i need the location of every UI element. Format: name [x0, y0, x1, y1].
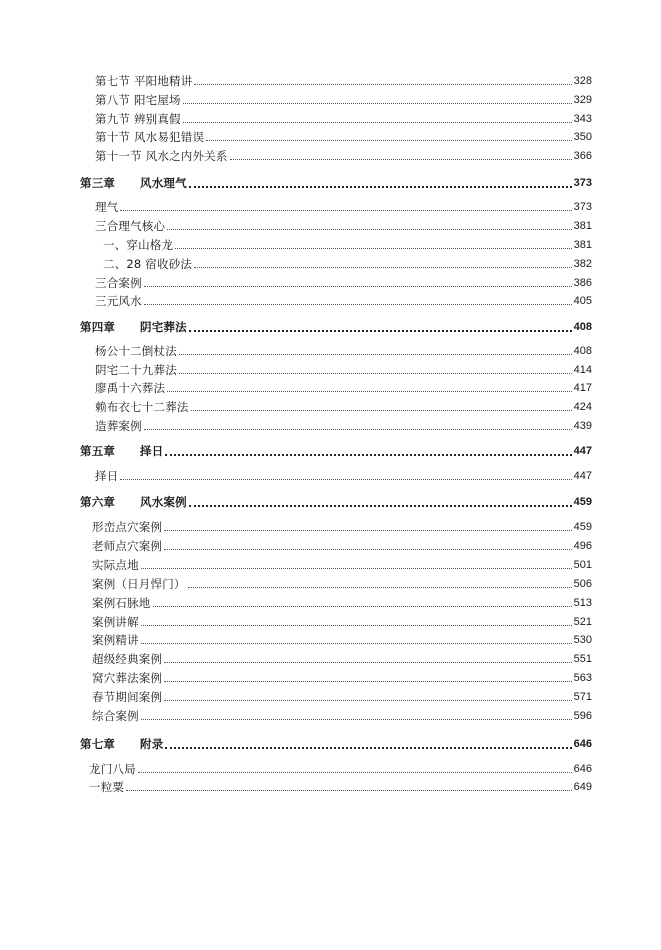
toc-entry[interactable] — [95, 218, 592, 234]
chapter-label — [80, 443, 163, 459]
toc-page-number: 501 — [573, 559, 592, 571]
toc-entry[interactable] — [95, 129, 592, 145]
toc-entry[interactable] — [95, 199, 592, 215]
toc-entry[interactable] — [95, 111, 592, 127]
chapter-label — [80, 494, 187, 510]
toc-page-number: 439 — [573, 420, 592, 432]
toc-entry-label: 第十节 风水易犯错误 — [95, 130, 205, 144]
toc-page-number: 496 — [573, 540, 592, 552]
toc-entry-label: 综合案例 — [92, 709, 139, 723]
toc-entry-label: 一粒粟 — [89, 780, 125, 794]
toc-entry[interactable] — [95, 362, 592, 378]
chapter-number: 第四章 — [80, 320, 116, 334]
toc-entry-label: 春节期间案例 — [92, 690, 163, 704]
dot-leader — [164, 549, 571, 550]
chapter-number: 第三章 — [80, 176, 116, 190]
toc-entry[interactable] — [95, 418, 592, 434]
dot-leader — [189, 505, 572, 507]
dot-leader — [189, 330, 572, 332]
toc-page-number: 551 — [573, 653, 592, 665]
toc-entry-label: 龙门八局 — [89, 762, 136, 776]
toc-page-number: 530 — [573, 634, 592, 646]
toc-entry-label: 第十一节 风水之内外关系 — [95, 149, 228, 163]
toc-entry[interactable] — [92, 595, 592, 611]
chapter-label — [80, 319, 187, 335]
dot-leader — [167, 391, 571, 392]
chapter-page-number: 447 — [573, 445, 592, 457]
dot-leader — [141, 625, 572, 626]
dot-leader — [206, 140, 571, 141]
toc-entry[interactable] — [92, 708, 592, 724]
dot-leader — [153, 606, 572, 607]
toc-entry[interactable] — [92, 632, 592, 648]
dot-leader — [230, 159, 572, 160]
dot-leader — [164, 662, 571, 663]
dot-leader — [164, 700, 571, 701]
dot-leader — [164, 681, 571, 682]
toc-entry-label: 实际点地 — [92, 558, 139, 572]
dot-leader — [191, 410, 572, 411]
toc-entry-label: 形峦点穴案例 — [92, 520, 163, 534]
toc-entry[interactable] — [95, 343, 592, 359]
dot-leader — [141, 643, 572, 644]
dot-leader — [144, 429, 572, 430]
chapter-number: 第六章 — [80, 495, 116, 509]
toc-entry[interactable] — [89, 761, 592, 777]
toc-entry[interactable] — [92, 538, 592, 554]
toc-entry[interactable] — [103, 237, 592, 253]
toc-page-number: 417 — [573, 382, 592, 394]
dot-leader — [194, 267, 572, 268]
dot-leader — [120, 210, 571, 211]
toc-entry-label: 三合理气核心 — [95, 219, 166, 233]
dot-leader — [183, 122, 572, 123]
chapter-label — [80, 736, 163, 752]
chapter-heading[interactable] — [80, 494, 592, 510]
dot-leader — [165, 747, 571, 749]
toc-entry[interactable] — [92, 670, 592, 686]
toc-entry[interactable] — [92, 557, 592, 573]
chapter-page-number: 373 — [573, 177, 592, 189]
toc-page-number: 343 — [573, 113, 592, 125]
chapter-label — [80, 175, 187, 191]
toc-entry[interactable] — [103, 256, 592, 272]
toc-entry-label: 廖禹十六葬法 — [95, 381, 166, 395]
toc-entry-label: 二、28 宿收砂法 — [103, 257, 193, 271]
chapter-title: 风水案例 — [140, 495, 187, 509]
toc-entry[interactable] — [95, 275, 592, 291]
toc-page-number: 373 — [573, 201, 592, 213]
toc-entry[interactable] — [92, 519, 592, 535]
dot-leader — [126, 790, 572, 791]
chapter-heading[interactable] — [80, 175, 592, 191]
toc-page-number: 571 — [573, 691, 592, 703]
toc-page-number: 563 — [573, 672, 592, 684]
toc-entry-label: 理气 — [95, 200, 119, 214]
toc-page-number: 381 — [573, 239, 592, 251]
toc-entry[interactable] — [92, 576, 592, 592]
toc-entry-label: 案例精讲 — [92, 633, 139, 647]
toc-page-number: 506 — [573, 578, 592, 590]
dot-leader — [165, 454, 571, 456]
toc-entry[interactable] — [89, 779, 592, 795]
toc-page-number: 414 — [573, 364, 592, 376]
toc-page-number: 405 — [573, 295, 592, 307]
toc-entry[interactable] — [92, 689, 592, 705]
chapter-number: 第五章 — [80, 444, 116, 458]
dot-leader — [179, 373, 572, 374]
dot-leader — [141, 568, 572, 569]
dot-leader — [164, 530, 571, 531]
toc-entry-label: 案例讲解 — [92, 615, 139, 629]
toc-entry-label: 第八节 阳宅屋场 — [95, 93, 181, 107]
toc-page-number: 521 — [573, 616, 592, 628]
toc-entry[interactable] — [95, 293, 592, 309]
toc-page-number: 381 — [573, 220, 592, 232]
toc-page-number: 447 — [573, 470, 592, 482]
toc-page-number: 408 — [573, 345, 592, 357]
toc-entry-label: 赖布衣七十二葬法 — [95, 400, 189, 414]
toc-page-number: 386 — [573, 277, 592, 289]
toc-page-number: 596 — [573, 710, 592, 722]
dot-leader — [183, 103, 572, 104]
toc-entry-label: 杨公十二倒杖法 — [95, 344, 177, 358]
toc-entry-label: 窝穴葬法案例 — [92, 671, 163, 685]
chapter-heading[interactable] — [80, 736, 592, 752]
toc-entry-label: 造葬案例 — [95, 419, 142, 433]
toc-page-number: 424 — [573, 401, 592, 413]
dot-leader — [141, 719, 572, 720]
chapter-page-number: 459 — [573, 496, 592, 508]
toc-entry[interactable] — [95, 399, 592, 415]
toc-entry-label: 三合案例 — [95, 276, 142, 290]
toc-entry[interactable] — [92, 614, 592, 630]
toc-entry-label: 第九节 辨别真假 — [95, 112, 181, 126]
dot-leader — [194, 84, 571, 85]
chapter-heading[interactable] — [80, 443, 592, 459]
toc-entry-label: 择日 — [95, 469, 119, 483]
toc-entry-label: 超级经典案例 — [92, 652, 163, 666]
dot-leader — [189, 186, 572, 188]
toc-entry-label: 三元风水 — [95, 294, 142, 308]
chapter-title: 风水理气 — [140, 176, 187, 190]
chapter-title: 阴宅葬法 — [140, 320, 187, 334]
dot-leader — [167, 229, 571, 230]
toc-page-number: 328 — [573, 75, 592, 87]
chapter-title: 附录 — [140, 737, 164, 751]
dot-leader — [144, 304, 572, 305]
toc-page-number: 366 — [573, 150, 592, 162]
toc-entry[interactable] — [95, 380, 592, 396]
toc-entry-label: 阴宅二十九葬法 — [95, 363, 177, 377]
dot-leader — [144, 286, 572, 287]
toc-entry[interactable] — [92, 651, 592, 667]
toc-entry-label: 案例（日月悍门） — [92, 577, 186, 591]
toc-page-number: 329 — [573, 94, 592, 106]
chapter-page-number: 646 — [573, 738, 592, 750]
chapter-heading[interactable] — [80, 319, 592, 335]
chapter-page-number: 408 — [573, 321, 592, 333]
dot-leader — [188, 587, 572, 588]
toc-entry-label: 案例石脉地 — [92, 596, 151, 610]
toc-entry[interactable] — [95, 468, 592, 484]
toc-entry[interactable] — [95, 73, 592, 89]
toc-entry-label: 一、穿山格龙 — [103, 238, 174, 252]
toc-page-number: 459 — [573, 521, 592, 533]
chapter-number: 第七章 — [80, 737, 116, 751]
toc-entry[interactable] — [95, 148, 592, 164]
toc-entry-label: 第七节 平阳地精讲 — [95, 74, 193, 88]
dot-leader — [179, 354, 572, 355]
toc-page-number: 382 — [573, 258, 592, 270]
toc-page-number: 646 — [573, 763, 592, 775]
dot-leader — [175, 248, 571, 249]
dot-leader — [138, 772, 572, 773]
dot-leader — [120, 479, 571, 480]
toc-entry-label: 老师点穴案例 — [92, 539, 163, 553]
toc-entry[interactable] — [95, 92, 592, 108]
toc-page-number: 350 — [573, 131, 592, 143]
chapter-title: 择日 — [140, 444, 164, 458]
toc-page-number: 513 — [573, 597, 592, 609]
toc-page-number: 649 — [573, 781, 592, 793]
